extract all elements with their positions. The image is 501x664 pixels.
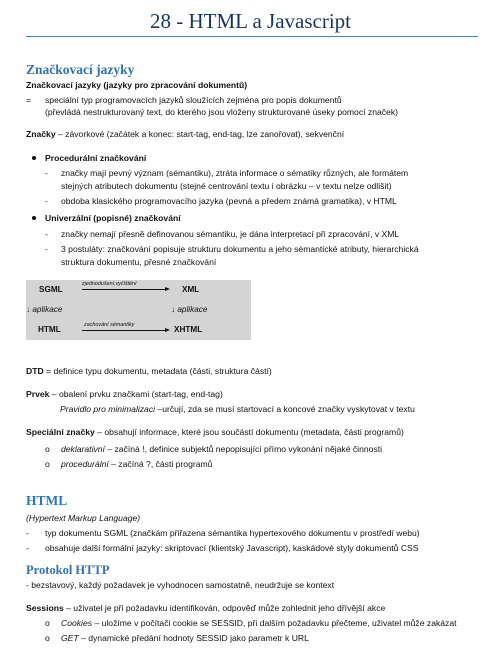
list-dash: - (45, 244, 48, 254)
heading-html: HTML (26, 493, 68, 508)
sessions-paragraph (26, 603, 385, 613)
heading-http: Protokol HTTP (26, 563, 110, 577)
list-dash: - (45, 229, 48, 239)
list-bullet-o: o (45, 633, 50, 643)
http-line-1: - bezstavový, každý požadavek je vyhodnocen samostatně, neudržuje se kontext (26, 580, 335, 590)
universal-label: Univerzální (popisné) značkování (45, 213, 181, 223)
procedural-item-1-cont: stejných atributech dokumentu (stejné centrování textu i obrázku – v textu nelze odlišit) (61, 181, 392, 191)
title-underline (26, 36, 478, 37)
bullet-dot (32, 216, 36, 220)
list-dash: - (26, 528, 29, 538)
sessions-item-cookies (61, 618, 457, 628)
special-item-2 (61, 459, 212, 469)
sgml-xml-diagram (26, 280, 251, 340)
arrow-right-icon (165, 328, 170, 332)
definition-title: Značkovací jazyky (jazyky pro zpracování dokumentů) (26, 80, 248, 90)
list-bullet-o: o (45, 444, 50, 454)
diagram-top-arrow-label: zjednodušení,vyčištění (82, 281, 137, 287)
html-subtitle: (Hypertext Markup Language) (26, 513, 141, 523)
prvek-rule-text: –určují, zda se musí startovací a koncové značky vyskytovat v textu (155, 404, 415, 414)
diagram-bottom-arrow-label: zachování sémantiky (84, 322, 135, 328)
list-dash: - (26, 543, 29, 553)
cookies-label: Cookies (61, 618, 93, 628)
cookies-text: – uložíme v počítači cookie se SESSID, při dalším požadavku přečteme, uživatel může zakázat (92, 618, 457, 628)
get-label: GET (61, 633, 79, 643)
universal-item-1: značky nemají přesně definovanou sémantiku, je dána interpretací při zpracování, v XML (61, 229, 400, 239)
diagram-sgml: SGML (39, 285, 63, 294)
dtd-text: = definice typu dokumentu, metadata (části, struktura částí) (43, 366, 272, 376)
html-item-2: obsahuje další formální jazyky: skriptovací (klientský Javascript), kaskádové styly dokumentů CSS (45, 543, 419, 553)
universal-item-2: 3 postuláty: značkování popisuje strukturu dokumentu a jeho sémantické atributy, hierarchická (61, 244, 419, 254)
diagram-top-arrow-line (82, 289, 166, 290)
diagram-right-aplikace: ↓ aplikace (171, 305, 208, 314)
list-dash: - (45, 196, 48, 206)
list-dash: - (45, 168, 48, 178)
dtd-label: DTD (26, 366, 44, 376)
special-label: Speciální značky (26, 427, 95, 437)
sessions-text: – uživatel je při požadavku identifikován, odpověď může zohlednit jeho dřívější akce (63, 603, 386, 613)
special-item-2-text: – začíná ?, části programů (108, 459, 213, 469)
diagram-bottom-arrow-line (82, 330, 166, 331)
get-text: – dynamické předání hodnoty SESSID jako parametr k URL (78, 633, 309, 643)
special-item-2-label: procedurální (61, 459, 109, 469)
special-text: – obsahují informace, které jsou součástí dokumentu (metadata, části programů) (94, 427, 404, 437)
procedural-item-1: značky mají pevný význam (sémantiku), ztráta informace o sématiky různých, ale formátem (61, 168, 409, 178)
heading-znackovaci-jazyky: Značkovací jazyky (26, 62, 135, 77)
special-item-1-text: – začíná !, definice subjektů nepopisující přímo vykonání nějaké činnosti (104, 444, 383, 454)
list-bullet-o: o (45, 459, 50, 469)
prvek-rule-label: Pravidlo pro minimalizaci (60, 404, 156, 414)
diagram-xml: XML (182, 285, 200, 294)
special-item-1-label: deklarativní (61, 444, 105, 454)
arrow-right-icon (165, 287, 170, 291)
page-title: 28 - HTML a Javascript (150, 9, 351, 33)
sessions-label: Sessions (26, 603, 64, 613)
znacky-text: – závorkové (začátek a konec: start-tag, end-tag, lze zanořovat), sekvenční (55, 129, 345, 139)
html-item-1: typ dokumentu SGML (značkám přiřazena sémantika hypertexového dokumentu v prostředí webu) (45, 528, 420, 538)
sessions-item-get (61, 633, 309, 643)
special-paragraph (26, 427, 404, 437)
procedural-item-2: obdoba klasického programovacího jazyka (pevná a předem známá gramatika), v HTML (61, 196, 397, 206)
prvek-paragraph (26, 389, 223, 399)
universal-item-2-cont: struktura dokumentu, přesné značkování (61, 257, 217, 267)
prvek-rule (60, 404, 415, 414)
list-bullet-o: o (45, 618, 50, 628)
equals-sign: = (26, 95, 32, 105)
diagram-xhtml: XHTML (174, 325, 203, 334)
definition-line-1: speciální typ programovacích jazyků sloužících zejména pro popis dokumentů (45, 95, 342, 105)
diagram-html: HTML (38, 325, 61, 334)
znacky-paragraph (26, 129, 344, 139)
bullet-dot (32, 156, 36, 160)
diagram-left-aplikace: ↓ aplikace (26, 305, 63, 314)
prvek-text: – obalení prvku značkami (start-tag, end-tag) (49, 389, 223, 399)
prvek-label: Prvek (26, 389, 50, 399)
special-item-1 (61, 444, 382, 454)
dtd-paragraph (26, 366, 272, 376)
znacky-label: Značky (26, 129, 56, 139)
definition-line-2: (převládá nestrukturovaný text, do kterého jsou vloženy strukturované úseky pomocí značek) (45, 107, 398, 117)
procedural-label: Procedurální značkování (45, 153, 147, 163)
